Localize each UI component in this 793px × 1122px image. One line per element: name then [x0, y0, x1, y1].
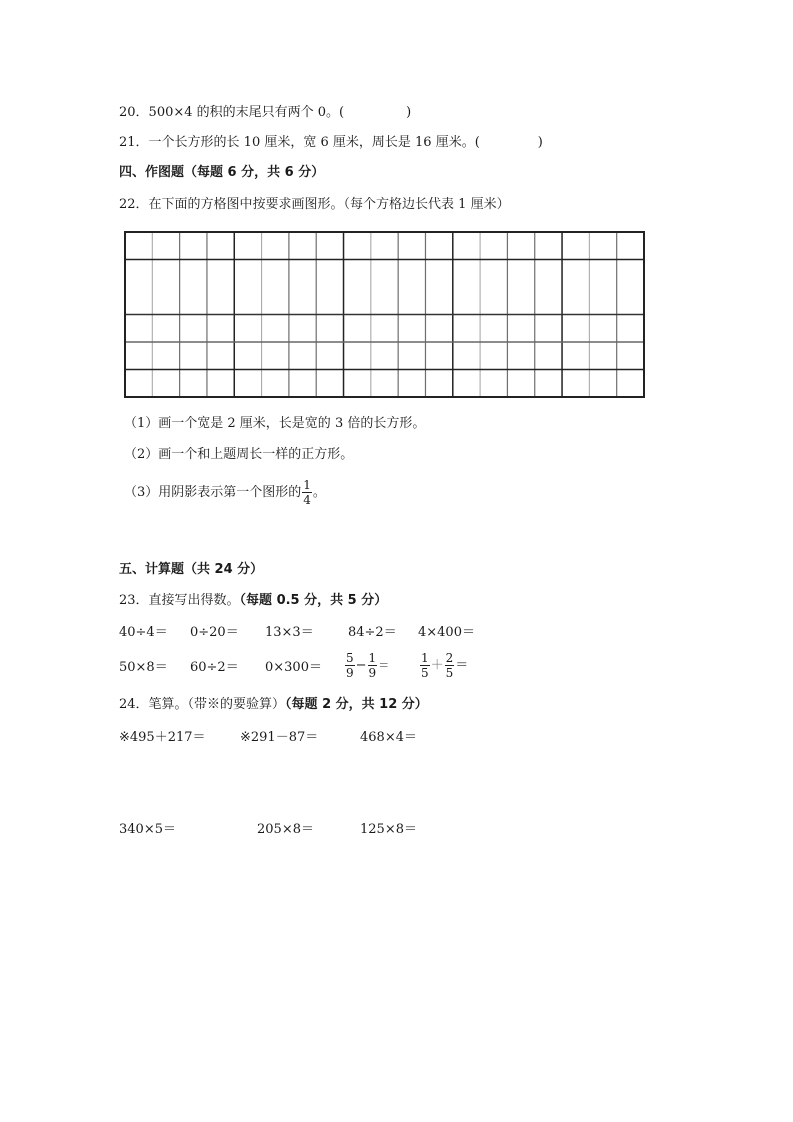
equals-sign: ＝	[455, 658, 469, 673]
question-24-score: （每题 2 分，共 12 分）	[285, 697, 428, 712]
fraction-denominator: 5	[421, 666, 429, 680]
mental-calc-item: 0÷20＝	[190, 625, 239, 640]
written-calc-item: ※291－87＝	[240, 730, 319, 745]
question-23-score: （每题 0.5 分，共 5 分）	[239, 593, 388, 608]
written-calc-item: 468×4＝	[360, 730, 417, 745]
fraction-denominator: 4	[303, 493, 311, 507]
fraction	[420, 651, 430, 680]
mental-calc-item: 50×8＝	[119, 660, 168, 675]
written-calc-item: ※495＋217＝	[119, 730, 206, 745]
answer-blank-21[interactable]: )	[537, 135, 543, 150]
fraction-denominator: 9	[368, 666, 377, 680]
question-22-sub3-suffix: 。	[312, 485, 326, 500]
question-23-text: 23．直接写出得数。	[119, 593, 240, 608]
fraction-numerator: 2	[445, 651, 454, 665]
question-20-text: 20．500×4 的积的末尾只有两个 0。(	[119, 105, 345, 120]
question-22-sub1: （1）画一个宽是 2 厘米，长是宽的 3 倍的长方形。	[124, 416, 426, 431]
fraction-numerator: 1	[368, 651, 377, 665]
fraction-numerator: 1	[303, 478, 311, 492]
fraction-calc-item	[419, 651, 468, 680]
mental-calc-item: 0×300＝	[265, 660, 322, 675]
fraction-numerator: 1	[421, 651, 429, 665]
fraction-one-quarter	[302, 478, 312, 507]
written-calc-item: 125×8＝	[360, 822, 417, 837]
fraction-denominator: 9	[346, 666, 354, 680]
written-calc-item: 340×5＝	[119, 822, 176, 837]
fraction	[368, 651, 378, 680]
question-24-text: 24．笔算。（带※的要验算）	[119, 697, 286, 712]
question-22-sub3	[124, 478, 326, 507]
operator: ＋	[430, 658, 444, 673]
fraction-numerator: 5	[346, 651, 354, 665]
answer-blank-20[interactable]: )	[406, 105, 412, 120]
question-22-sub3-prefix: （3）用阴影表示第一个图形的	[124, 485, 302, 500]
mental-calc-item: 84÷2＝	[348, 625, 397, 640]
drawing-grid[interactable]	[124, 231, 645, 398]
question-21-text: 21．一个长方形的长 10 厘米，宽 6 厘米，周长是 16 厘米。(	[119, 135, 480, 150]
operator: −	[355, 658, 367, 673]
question-21	[119, 134, 543, 152]
section-5-title: 五、计算题（共 24 分）	[119, 562, 264, 577]
mental-calc-item: 40÷4＝	[119, 625, 168, 640]
fraction	[345, 651, 355, 680]
question-22-prompt: 22．在下面的方格图中按要求画图形。（每个方格边长代表 1 厘米）	[119, 197, 510, 212]
question-20	[119, 104, 411, 122]
mental-calc-item: 13×3＝	[265, 625, 314, 640]
equals-sign: ＝	[378, 659, 390, 672]
mental-calc-item: 60÷2＝	[190, 660, 239, 675]
fraction	[445, 651, 455, 680]
question-23-prompt	[119, 592, 387, 610]
question-24-prompt	[119, 696, 428, 714]
fraction-calc-item	[344, 651, 389, 680]
written-calc-item: 205×8＝	[257, 822, 314, 837]
mental-calc-item: 4×400＝	[418, 625, 475, 640]
question-22-sub2: （2）画一个和上题周长一样的正方形。	[124, 447, 354, 462]
section-4-title: 四、作图题（每题 6 分，共 6 分）	[119, 165, 325, 180]
fraction-denominator: 5	[445, 666, 454, 680]
